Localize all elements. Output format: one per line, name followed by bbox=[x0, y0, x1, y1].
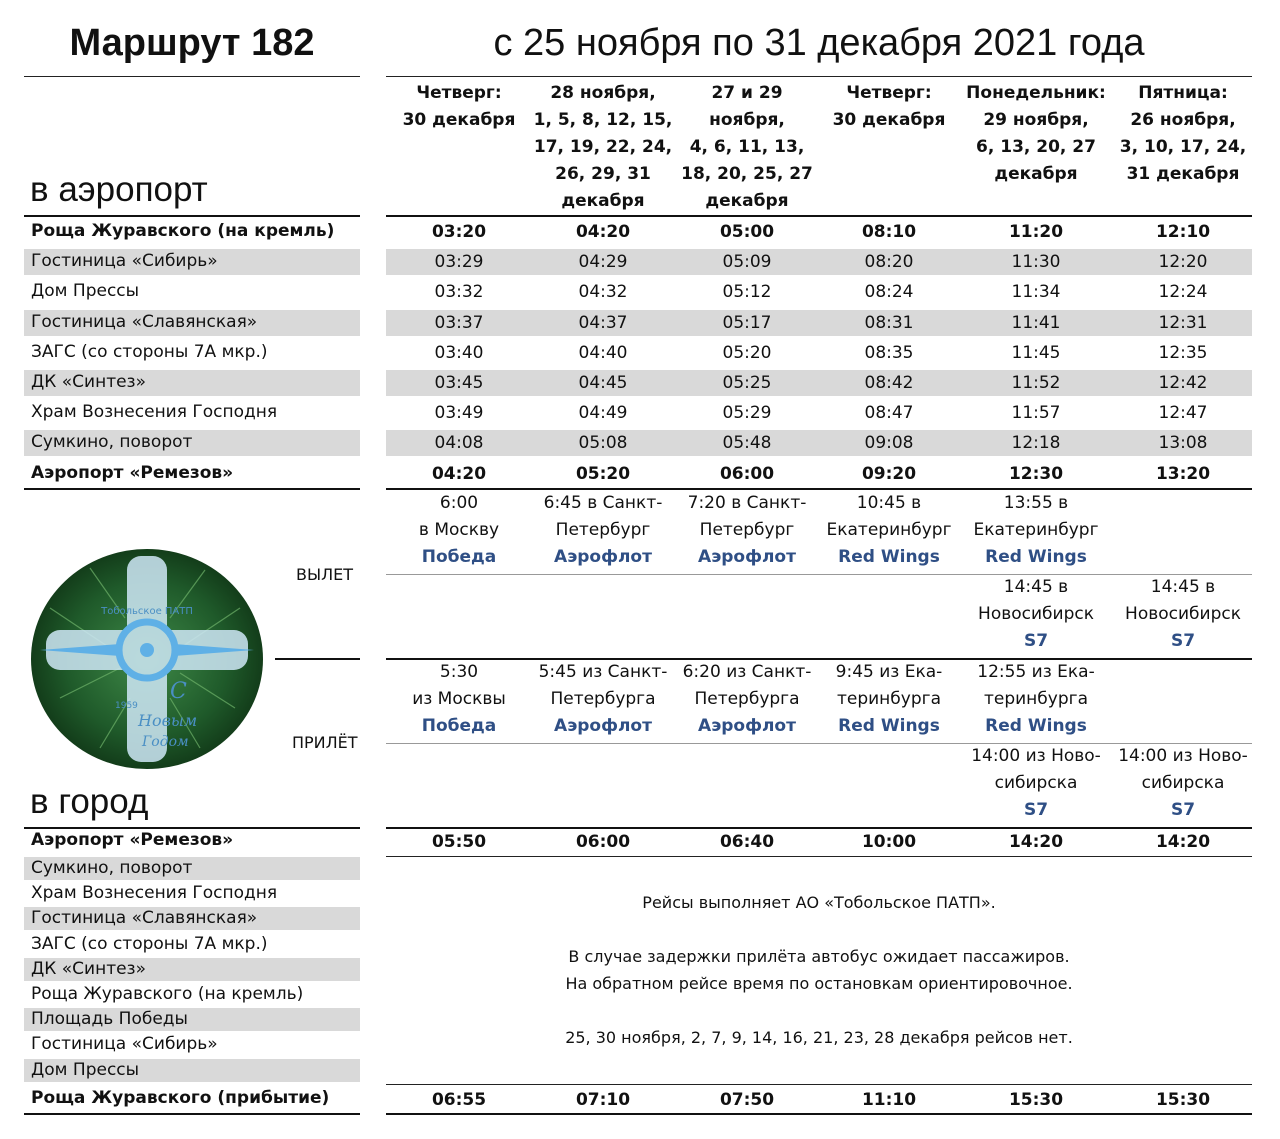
time-cell: 05:12 bbox=[722, 282, 772, 303]
departure-label: ВЫЛЕТ bbox=[296, 565, 354, 584]
time-cell: 08:24 bbox=[864, 282, 914, 303]
flight-info bbox=[814, 659, 964, 740]
flight-info bbox=[384, 659, 534, 740]
flight-line-2: в Москву bbox=[418, 520, 500, 540]
emblem-greeting-1: С bbox=[170, 679, 187, 704]
airline-name: Аэрофлот bbox=[554, 716, 652, 736]
flight-line-2: Новосибирск bbox=[1125, 604, 1241, 624]
time-cell: 08:10 bbox=[861, 222, 917, 242]
column-header-4: Четверг: 30 декабря bbox=[832, 83, 946, 130]
flight-info bbox=[672, 659, 822, 740]
flight-line-2: Петербург bbox=[699, 520, 795, 540]
time-cell: 03:32 bbox=[434, 282, 484, 303]
flight-line-2: теринбурга bbox=[836, 689, 941, 709]
emblem-year: 1959 bbox=[115, 701, 138, 711]
flight-line-2: Петербург bbox=[555, 520, 651, 540]
flight-line-1: 12:55 из Ека- bbox=[977, 662, 1095, 682]
stop-name: ДК «Синтез» bbox=[31, 958, 146, 979]
stop-name: Аэропорт «Ремезов» bbox=[31, 462, 234, 483]
stop-name: Роща Журавского (на кремль) bbox=[31, 984, 304, 1004]
time-cell: 09:08 bbox=[864, 433, 914, 454]
time-cell: 09:20 bbox=[861, 463, 917, 484]
time-cell: 15:30 bbox=[1008, 1090, 1064, 1110]
flight-line-2: Петербурга bbox=[694, 689, 800, 709]
time-cell: 04:08 bbox=[434, 433, 484, 454]
time-cell: 03:20 bbox=[431, 222, 487, 242]
emblem-arc-text: Тобольское ПАТП bbox=[101, 606, 193, 617]
time-cell: 04:20 bbox=[575, 222, 631, 242]
inbound-end-right bbox=[386, 1113, 1252, 1115]
flight-line-1: 14:00 из Ново- bbox=[1118, 746, 1248, 766]
flight-line-2: сибирска bbox=[1141, 773, 1225, 793]
time-cell: 05:50 bbox=[431, 832, 487, 852]
note-operator: Рейсы выполняет АО «Тобольское ПАТП». bbox=[642, 893, 996, 912]
section-to-city: в город bbox=[30, 782, 149, 821]
stop-name: ДК «Синтез» bbox=[31, 372, 146, 392]
stop-name: Аэропорт «Ремезов» bbox=[31, 830, 234, 850]
flight-info bbox=[672, 490, 822, 571]
flight-line-2: Петербурга bbox=[550, 689, 656, 709]
airline-name: S7 bbox=[1170, 800, 1196, 820]
airline-name: Red Wings bbox=[985, 716, 1087, 736]
time-cell: 04:37 bbox=[578, 312, 628, 333]
flight-line-1: 5:30 bbox=[439, 662, 479, 682]
time-cell: 11:45 bbox=[1011, 342, 1061, 363]
note-no-trips: 25, 30 ноября, 2, 7, 9, 14, 16, 21, 23, 28 декабря рейсов нет. bbox=[565, 1028, 1073, 1047]
flight-line-2: Екатеринбург bbox=[973, 520, 1099, 540]
time-cell: 06:00 bbox=[575, 832, 631, 852]
flight-line-1: 13:55 в bbox=[1003, 493, 1069, 513]
time-cell: 11:57 bbox=[1011, 403, 1061, 424]
stop-name: ЗАГС (со стороны 7А мкр.) bbox=[31, 341, 268, 362]
time-cell: 11:41 bbox=[1011, 312, 1061, 333]
time-cell: 03:29 bbox=[434, 252, 484, 273]
time-cell: 04:45 bbox=[578, 373, 628, 393]
airline-name: Red Wings bbox=[838, 547, 940, 567]
time-cell: 08:35 bbox=[864, 342, 914, 363]
header-rule-left bbox=[24, 215, 360, 217]
airline-name: Аэрофлот bbox=[698, 547, 796, 567]
stop-name: Роща Журавского (прибытие) bbox=[31, 1088, 330, 1108]
time-cell: 05:17 bbox=[722, 312, 772, 333]
airline-name: Победа bbox=[421, 547, 497, 567]
time-cell: 07:10 bbox=[575, 1090, 631, 1110]
departures-divider bbox=[386, 574, 1252, 575]
flight-line-1: 14:00 из Ново- bbox=[971, 746, 1101, 766]
inbound-last-rule bbox=[386, 1084, 1252, 1085]
time-cell: 03:45 bbox=[434, 373, 484, 393]
time-cell: 04:32 bbox=[578, 282, 628, 303]
time-cell: 05:48 bbox=[722, 433, 772, 454]
flight-info bbox=[1108, 574, 1258, 655]
time-cell: 13:20 bbox=[1155, 463, 1211, 484]
flight-info bbox=[1108, 743, 1258, 824]
airline-name: Аэрофлот bbox=[698, 716, 796, 736]
flight-line-2: теринбурга bbox=[983, 689, 1088, 709]
time-cell: 08:20 bbox=[864, 252, 914, 273]
time-cell: 04:29 bbox=[578, 252, 628, 273]
time-cell: 14:20 bbox=[1155, 832, 1211, 852]
time-cell: 05:29 bbox=[722, 403, 772, 424]
flight-line-1: 14:45 в bbox=[1150, 577, 1216, 597]
period-title: с 25 ноября по 31 декабря 2021 года bbox=[493, 22, 1145, 64]
airline-name: Red Wings bbox=[985, 547, 1087, 567]
note-delay-2: На обратном рейсе время по остановкам ориентировочное. bbox=[565, 974, 1073, 993]
time-cell: 06:00 bbox=[719, 463, 775, 484]
flight-info bbox=[961, 743, 1111, 824]
time-cell: 08:47 bbox=[864, 403, 914, 424]
time-cell: 12:10 bbox=[1155, 222, 1211, 242]
time-cell: 05:08 bbox=[578, 433, 628, 454]
stop-name: Роща Журавского (на кремль) bbox=[31, 221, 335, 241]
airline-name: S7 bbox=[1023, 631, 1049, 651]
flight-info bbox=[528, 490, 678, 571]
flight-info bbox=[961, 490, 1111, 571]
arrival-label: ПРИЛЁТ bbox=[292, 733, 358, 752]
arrivals-divider bbox=[386, 743, 1252, 744]
column-header-5: Понедельник: 29 ноября, 6, 13, 20, 27 декабря bbox=[966, 83, 1106, 184]
time-cell: 08:31 bbox=[864, 312, 914, 333]
time-cell: 05:20 bbox=[575, 463, 631, 484]
title-divider-left bbox=[24, 76, 360, 77]
flight-line-2: из Москвы bbox=[412, 689, 506, 709]
airline-name: Red Wings bbox=[838, 716, 940, 736]
flight-line-1: 6:00 bbox=[439, 493, 479, 513]
flight-line-1: 6:20 из Санкт- bbox=[682, 662, 812, 682]
time-cell: 12:20 bbox=[1158, 252, 1208, 273]
time-cell: 11:20 bbox=[1008, 222, 1064, 242]
flight-info bbox=[961, 574, 1111, 655]
time-cell: 12:30 bbox=[1008, 463, 1064, 484]
time-cell: 13:08 bbox=[1158, 433, 1208, 454]
time-cell: 11:34 bbox=[1011, 282, 1061, 303]
stop-name: Сумкино, поворот bbox=[31, 858, 193, 878]
flight-split-left bbox=[275, 658, 360, 660]
stop-name: Гостиница «Славянская» bbox=[31, 311, 258, 332]
flight-line-1: 10:45 в bbox=[856, 493, 922, 513]
flight-line-1: 6:45 в Санкт- bbox=[543, 493, 663, 513]
flight-info bbox=[384, 490, 534, 571]
stop-name: Гостиница «Славянская» bbox=[31, 908, 258, 929]
airline-name: Победа bbox=[421, 716, 497, 736]
stop-name: Гостиница «Сибирь» bbox=[31, 251, 218, 272]
flight-info bbox=[528, 659, 678, 740]
time-cell: 06:40 bbox=[719, 832, 775, 852]
time-cell: 11:10 bbox=[861, 1090, 917, 1110]
section-to-airport: в аэропорт bbox=[30, 170, 208, 209]
airline-name: Аэрофлот bbox=[554, 547, 652, 567]
time-cell: 05:20 bbox=[722, 342, 772, 363]
time-cell: 04:20 bbox=[431, 463, 487, 484]
title-divider-right bbox=[386, 76, 1252, 77]
time-cell: 14:20 bbox=[1008, 832, 1064, 852]
stop-name: Дом Прессы bbox=[31, 1059, 140, 1080]
time-cell: 12:42 bbox=[1158, 373, 1208, 393]
flight-info bbox=[814, 490, 964, 571]
airline-name: S7 bbox=[1023, 800, 1049, 820]
inbound-end-left bbox=[24, 1113, 360, 1115]
time-cell: 05:09 bbox=[722, 252, 772, 273]
outbound-end-left bbox=[24, 488, 360, 490]
time-cell: 12:47 bbox=[1158, 403, 1208, 424]
flight-line-1: 5:45 из Санкт- bbox=[538, 662, 668, 682]
time-cell: 11:52 bbox=[1011, 373, 1061, 393]
flight-line-1: 9:45 из Ека- bbox=[835, 662, 943, 682]
time-cell: 12:31 bbox=[1158, 312, 1208, 333]
time-cell: 08:42 bbox=[864, 373, 914, 393]
flight-line-1: 7:20 в Санкт- bbox=[687, 493, 807, 513]
time-cell: 12:24 bbox=[1158, 282, 1208, 303]
airline-name: S7 bbox=[1170, 631, 1196, 651]
flight-line-2: Новосибирск bbox=[978, 604, 1094, 624]
stop-name: ЗАГС (со стороны 7А мкр.) bbox=[31, 933, 268, 954]
time-cell: 05:25 bbox=[722, 373, 772, 393]
time-cell: 03:40 bbox=[434, 342, 484, 363]
emblem-greeting-2: Новым bbox=[138, 711, 198, 730]
time-cell: 04:40 bbox=[578, 342, 628, 363]
column-header-6: Пятница: 26 ноября, 3, 10, 17, 24, 31 декабря bbox=[1119, 83, 1247, 184]
flight-split-right bbox=[386, 658, 1252, 660]
flight-line-2: сибирска bbox=[994, 773, 1078, 793]
stop-name: Гостиница «Сибирь» bbox=[31, 1034, 218, 1055]
flight-line-2: Екатеринбург bbox=[826, 520, 952, 540]
time-cell: 04:49 bbox=[578, 403, 628, 424]
stop-name: Храм Вознесения Господня bbox=[31, 883, 278, 904]
column-header-3: 27 и 29 ноября, 4, 6, 11, 13, 18, 20, 25, 27 декабря bbox=[681, 83, 813, 211]
column-header-1: Четверг: 30 декабря bbox=[402, 83, 516, 130]
stop-name: Площадь Победы bbox=[31, 1009, 188, 1030]
flight-info bbox=[961, 659, 1111, 740]
time-cell: 15:30 bbox=[1155, 1090, 1211, 1110]
time-cell: 12:35 bbox=[1158, 342, 1208, 363]
emblem-badge bbox=[30, 548, 264, 770]
note-delay-1: В случае задержки прилёта автобус ожидает пассажиров. bbox=[568, 947, 1070, 966]
time-cell: 07:50 bbox=[719, 1090, 775, 1110]
route-title: Маршрут 182 bbox=[69, 22, 315, 64]
time-cell: 12:18 bbox=[1011, 433, 1061, 454]
time-cell: 03:49 bbox=[434, 403, 484, 424]
emblem-greeting-3: Годом bbox=[142, 734, 189, 750]
time-cell: 10:00 bbox=[861, 832, 917, 852]
time-cell: 06:55 bbox=[431, 1090, 487, 1110]
column-header-2: 28 ноября, 1, 5, 8, 12, 15, 17, 19, 22, 24, 26, 29, 31 декабря bbox=[533, 83, 673, 211]
stop-name: Дом Прессы bbox=[31, 281, 140, 302]
time-cell: 11:30 bbox=[1011, 252, 1061, 273]
time-cell: 03:37 bbox=[434, 312, 484, 333]
flight-line-1: 14:45 в bbox=[1003, 577, 1069, 597]
stop-name: Сумкино, поворот bbox=[31, 432, 193, 453]
time-cell: 05:00 bbox=[719, 222, 775, 242]
stop-name: Храм Вознесения Господня bbox=[31, 402, 278, 423]
inbound-first-rule bbox=[386, 856, 1252, 857]
